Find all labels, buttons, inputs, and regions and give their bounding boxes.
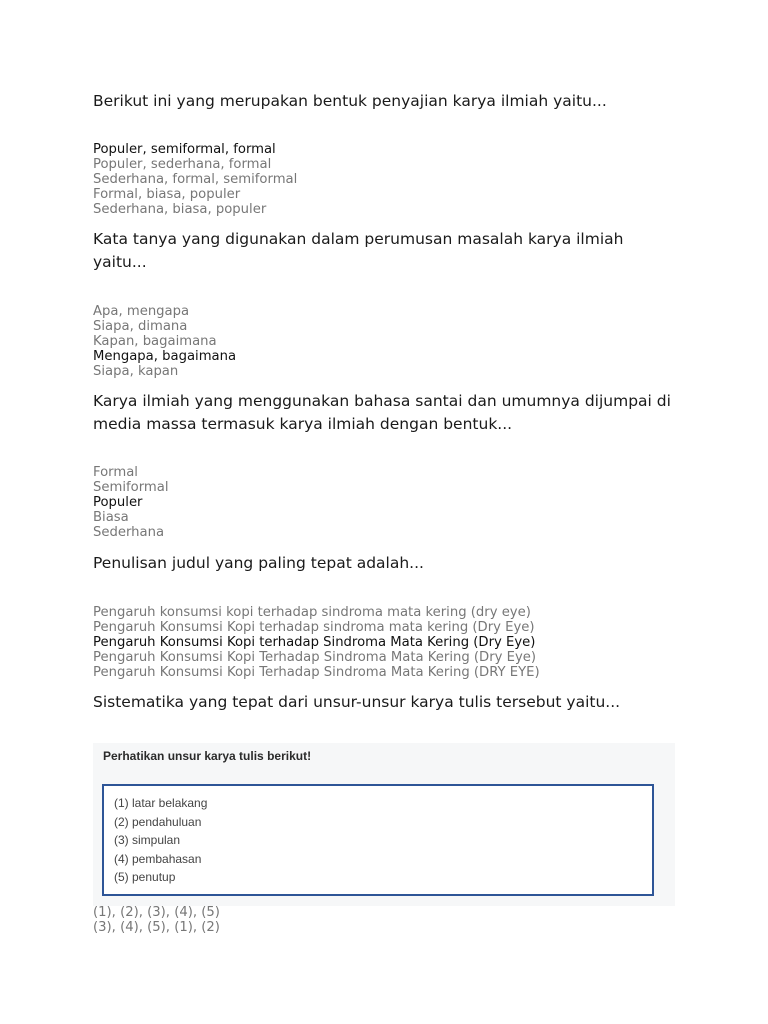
question-5-text: Sistematika yang tepat dari unsur-unsur karya tulis tersebut yaitu... [93,693,621,711]
question-2-text: Kata tanya yang digunakan dalam perumusan masalah karya ilmiah yaitu... [93,230,624,271]
figure-item: (2) pendahuluan [114,814,202,829]
question-3-options [93,465,169,540]
figure-item: (5) penutup [114,870,176,884]
question-3-option-d[interactable]: Biasa [93,510,129,525]
figure-item: (1) latar belakang [114,796,208,810]
question-4-text: Penulisan judul yang paling tepat adalah... [93,554,424,572]
question-3-option-b[interactable]: Semiformal [93,480,169,495]
question-4-options [93,605,540,680]
question-1-option-d[interactable]: Formal, biasa, populer [93,187,241,202]
question-2-option-b[interactable]: Siapa, dimana [93,319,188,334]
question-4-option-c[interactable]: Pengaruh Konsumsi Kopi terhadap Sindroma Mata Kering (Dry Eye) [93,635,536,650]
question-3-option-e[interactable]: Sederhana [93,525,165,540]
figure-item: (3) simpulan [114,833,181,847]
question-5-option-b[interactable]: (3), (4), (5), (1), (2) [93,920,220,935]
question-2-option-d[interactable]: Mengapa, bagaimana [93,349,237,364]
question-4-option-a[interactable]: Pengaruh konsumsi kopi terhadap sindroma mata kering (dry eye) [93,605,531,620]
question-5-figure [93,743,675,906]
figure-item: (4) pembahasan [114,851,202,866]
question-4-option-d[interactable]: Pengaruh Konsumsi Kopi Terhadap Sindroma Mata Kering (Dry Eye) [93,650,537,665]
question-1-text: Berikut ini yang merupakan bentuk penyajian karya ilmiah yaitu... [93,92,607,110]
question-4-option-b[interactable]: Pengaruh Konsumsi Kopi terhadap sindroma mata kering (Dry Eye) [93,620,535,635]
question-1-option-e[interactable]: Sederhana, biasa, populer [93,202,267,217]
question-2-options [93,304,236,379]
question-5-option-a[interactable]: (1), (2), (3), (4), (5) [93,905,220,920]
question-2-option-e[interactable]: Siapa, kapan [93,364,179,379]
question-1-option-a[interactable]: Populer, semiformal, formal [93,142,276,157]
figure-items-box [102,784,654,896]
question-2-option-c[interactable]: Kapan, bagaimana [93,334,217,349]
question-1-option-b[interactable]: Populer, sederhana, formal [93,157,272,172]
question-5-options [93,905,220,935]
question-2-option-a[interactable]: Apa, mengapa [93,304,190,319]
figure-title: Perhatikan unsur karya tulis berikut! [103,749,312,763]
question-4-option-e[interactable]: Pengaruh Konsumsi Kopi Terhadap Sindroma Mata Kering (DRY EYE) [93,665,540,680]
question-1-options [93,142,297,217]
question-3-option-c[interactable]: Populer [93,495,143,510]
question-1-option-c[interactable]: Sederhana, formal, semiformal [93,172,298,187]
question-3-text: Karya ilmiah yang menggunakan bahasa santai dan umumnya dijumpai di media massa termasuk karya ilmiah dengan bentuk... [93,392,671,433]
figure-items-list [114,794,207,887]
question-3-option-a[interactable]: Formal [93,465,138,480]
